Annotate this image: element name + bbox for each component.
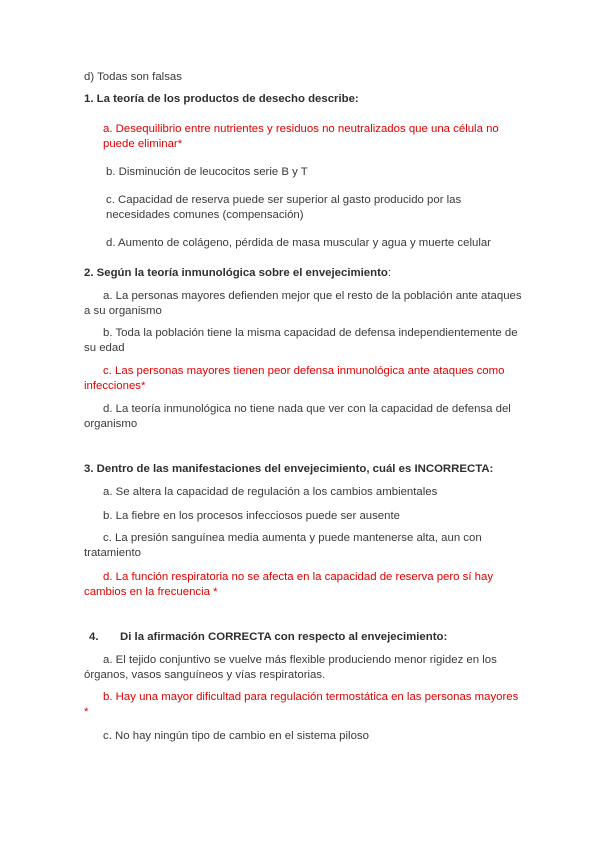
q3-option-d-line2: cambios en la frecuencia * [84,586,218,598]
q4-option-a-line1: a. El tejido conjuntivo se vuelve más flexible produciendo menor rigidez en los [103,654,497,666]
option-d-previous: d) Todas son falsas [84,71,182,83]
q3-option-a: a. Se altera la capacidad de regulación a los cambios ambientales [103,486,438,498]
question-2-title-text: 2. Según la teoría inmunológica sobre el envejecimiento [84,267,388,279]
question-2-title-colon: : [387,267,392,279]
question-3-title: 3. Dentro de las manifestaciones del envejecimiento, cuál es INCORRECTA: [84,463,494,475]
question-2-title [84,266,391,281]
q2-option-b-line1: b. Toda la población tiene la misma capacidad de defensa independientemente de [103,327,518,339]
q1-option-c-line2: necesidades comunes (compensación) [106,209,304,221]
q1-option-c-line1: c. Capacidad de reserva puede ser superior al gasto producido por las [106,194,462,206]
q1-option-a-line2: puede eliminar* [103,138,183,150]
q2-option-b-line2: su edad [84,342,125,354]
q2-option-d-line2: organismo [84,418,138,430]
q1-option-a-line1: a. Desequilibrio entre nutrientes y residuos no neutralizados que una célula no [103,123,499,135]
q1-option-d: d. Aumento de colágeno, pérdida de masa muscular y agua y muerte celular [106,237,491,249]
q1-option-b: b. Disminución de leucocitos serie B y T [106,166,308,178]
q4-option-b-line1: b. Hay una mayor dificultad para regulación termostática en las personas mayores [103,691,519,703]
question-1-title: 1. La teoría de los productos de desecho describe: [84,93,359,105]
q4-option-b-line2: * [84,706,89,718]
q3-option-c-line2: tratamiento [84,547,141,559]
q2-option-a-line1: a. La personas mayores defienden mejor que el resto de la población ante ataques [103,290,522,302]
q3-option-c-line1: c. La presión sanguínea media aumenta y puede mantenerse alta, aun con [103,532,482,544]
q2-option-c-line2: infecciones* [84,380,146,392]
q2-option-d-line1: d. La teoría inmunológica no tiene nada que ver con la capacidad de defensa del [103,403,511,415]
q2-option-a-line2: a su organismo [84,305,162,317]
q3-option-d-line1: d. La función respiratoria no se afecta en la capacidad de reserva pero sí hay [103,571,494,583]
q3-option-b: b. La fiebre en los procesos infecciosos puede ser ausente [103,510,400,522]
q4-option-c: c. No hay ningún tipo de cambio en el sistema piloso [103,730,369,742]
question-4-number: 4. [89,631,99,643]
q4-option-a-line2: órganos, vasos sanguíneos y vías respiratorias. [84,669,326,681]
q2-option-c-line1: c. Las personas mayores tienen peor defensa inmunológica ante ataques como [103,365,505,377]
question-4-title: Di la afirmación CORRECTA con respecto al envejecimiento: [120,631,448,643]
